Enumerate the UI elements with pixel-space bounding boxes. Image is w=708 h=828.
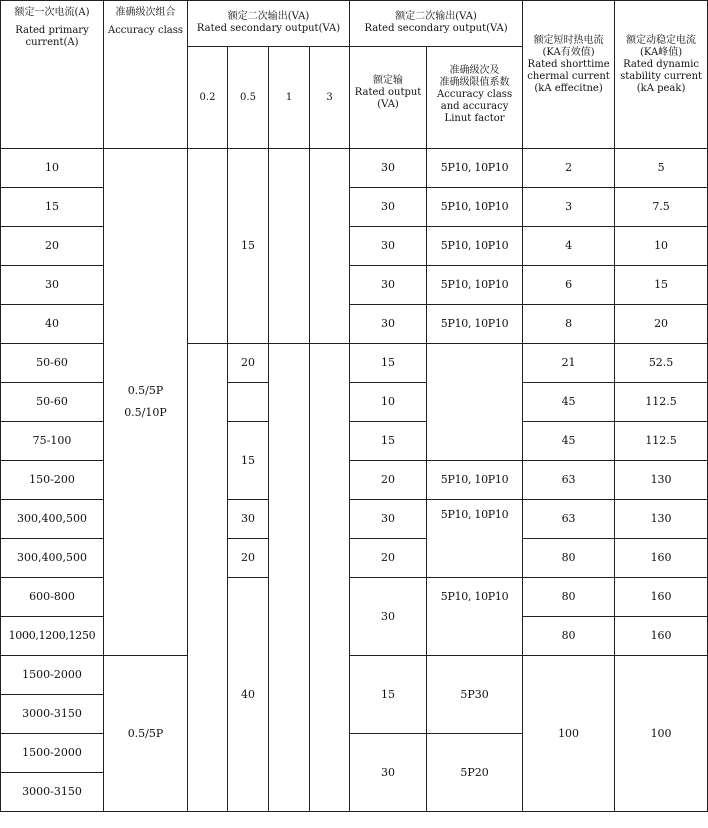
header-dynamic-current: 额定动稳定电流 (KA峰值) Rated dynamic stability current (kA peak): [615, 1, 708, 149]
header-secondary-output-classes: 额定二次输出(VA) Rated secondary output(VA): [188, 1, 350, 47]
primary-current-cell: 1500-2000: [1, 734, 104, 773]
rated-output-cell: 30: [350, 500, 427, 539]
rated-output-cell: 30: [350, 149, 427, 188]
accuracy-combo-cell: 0.5/5P 0.5/10P: [104, 149, 188, 656]
dynamic-current-cell: 112.5: [615, 422, 708, 461]
header-class-0-2: 0.2: [188, 47, 228, 149]
thermal-current-cell: 80: [523, 539, 615, 578]
alf-cell: 5P10, 10P10: [427, 578, 523, 656]
header-rated-output: 额定输 Rated output (VA): [350, 47, 427, 149]
dynamic-current-cell: 160: [615, 578, 708, 617]
rated-output-cell: 30: [350, 734, 427, 812]
rated-output-cell: 15: [350, 344, 427, 383]
rated-output-cell: 15: [350, 422, 427, 461]
primary-current-cell: 50-60: [1, 344, 104, 383]
primary-current-cell: 30: [1, 266, 104, 305]
thermal-current-cell: 4: [523, 227, 615, 266]
dynamic-current-cell: 20: [615, 305, 708, 344]
class-0-5-cell: 40: [228, 578, 269, 812]
rated-output-cell: 10: [350, 383, 427, 422]
primary-current-cell: 75-100: [1, 422, 104, 461]
primary-current-cell: 150-200: [1, 461, 104, 500]
alf-cell: 5P10, 10P10: [427, 227, 523, 266]
thermal-current-cell: 63: [523, 500, 615, 539]
thermal-current-cell: 45: [523, 422, 615, 461]
primary-current-cell: 300,400,500: [1, 539, 104, 578]
thermal-current-cell: 80: [523, 617, 615, 656]
primary-current-cell: 600-800: [1, 578, 104, 617]
alf-cell: 5P10, 10P10: [427, 266, 523, 305]
table-row: [1, 656, 708, 695]
alf-cell: 5P10, 10P10: [427, 188, 523, 227]
dynamic-current-cell: 130: [615, 500, 708, 539]
alf-cell: 5P10, 10P10: [427, 149, 523, 188]
header-class-1: 1: [269, 47, 310, 149]
header-primary-current: 额定一次电流(A) Rated primary current(A): [1, 1, 104, 149]
class-0-5-cell: 20: [228, 344, 269, 383]
thermal-current-cell: 2: [523, 149, 615, 188]
dynamic-current-cell: 52.5: [615, 344, 708, 383]
alf-cell: 5P10, 10P10: [427, 461, 523, 500]
header-secondary-output-protection: 额定二次输出(VA) Rated secondary output(VA): [350, 1, 523, 47]
thermal-current-cell: 8: [523, 305, 615, 344]
class-1-cell: [269, 149, 310, 344]
rated-output-cell: 30: [350, 227, 427, 266]
alf-cell: 5P30: [427, 656, 523, 734]
alf-cell: 5P10, 10P10: [427, 500, 523, 578]
rated-output-cell: 30: [350, 578, 427, 656]
primary-current-cell: 1000,1200,1250: [1, 617, 104, 656]
thermal-current-cell: 63: [523, 461, 615, 500]
thermal-current-cell: 80: [523, 578, 615, 617]
primary-current-cell: 20: [1, 227, 104, 266]
accuracy-combo-cell: 0.5/5P: [104, 656, 188, 812]
header-accuracy-combination: 准确级次组合 Accuracy class: [104, 1, 188, 149]
primary-current-cell: 300,400,500: [1, 500, 104, 539]
class-0-5-cell: [228, 383, 269, 422]
alf-cell: [427, 344, 523, 461]
header-class-3: 3: [310, 47, 350, 149]
dynamic-current-cell: 10: [615, 227, 708, 266]
primary-current-cell: 50-60: [1, 383, 104, 422]
rated-output-cell: 20: [350, 461, 427, 500]
primary-current-cell: 10: [1, 149, 104, 188]
class-0-5-cell: 20: [228, 539, 269, 578]
table-row: [1, 149, 708, 188]
thermal-current-cell: 6: [523, 266, 615, 305]
class-0-5-cell: 15: [228, 422, 269, 500]
alf-cell: 5P20: [427, 734, 523, 812]
header-class-0-5: 0.5: [228, 47, 269, 149]
primary-current-cell: 40: [1, 305, 104, 344]
dynamic-current-cell: 112.5: [615, 383, 708, 422]
dynamic-current-cell: 7.5: [615, 188, 708, 227]
dynamic-current-cell: 160: [615, 539, 708, 578]
rated-output-cell: 30: [350, 305, 427, 344]
primary-current-cell: 1500-2000: [1, 656, 104, 695]
dynamic-current-cell: 15: [615, 266, 708, 305]
rated-output-cell: 20: [350, 539, 427, 578]
primary-current-cell: 3000-3150: [1, 695, 104, 734]
thermal-current-cell: 100: [523, 656, 615, 812]
class-3-cell: [310, 149, 350, 344]
dynamic-current-cell: 160: [615, 617, 708, 656]
header-accuracy-limit-factor: 准确级次及 准确级限值系数 Accuracy class and accuracy Linut factor: [427, 47, 523, 149]
thermal-current-cell: 21: [523, 344, 615, 383]
header-thermal-current: 额定短时热电流 (KA有效值) Rated shorttime chermal current (kA effecitne): [523, 1, 615, 149]
dynamic-current-cell: 100: [615, 656, 708, 812]
primary-current-cell: 3000-3150: [1, 773, 104, 812]
class-0-5-cell: 15: [228, 149, 269, 344]
primary-current-cell: 15: [1, 188, 104, 227]
rated-output-cell: 30: [350, 266, 427, 305]
class-0-2-cell: [188, 149, 228, 344]
rated-output-cell: 30: [350, 188, 427, 227]
thermal-current-cell: 3: [523, 188, 615, 227]
rated-output-cell: 15: [350, 656, 427, 734]
class-1-cell: [269, 344, 310, 812]
dynamic-current-cell: 5: [615, 149, 708, 188]
alf-cell: 5P10, 10P10: [427, 305, 523, 344]
thermal-current-cell: 45: [523, 383, 615, 422]
dynamic-current-cell: 130: [615, 461, 708, 500]
class-0-2-cell: [188, 344, 228, 812]
class-3-cell: [310, 344, 350, 812]
class-0-5-cell: 30: [228, 500, 269, 539]
